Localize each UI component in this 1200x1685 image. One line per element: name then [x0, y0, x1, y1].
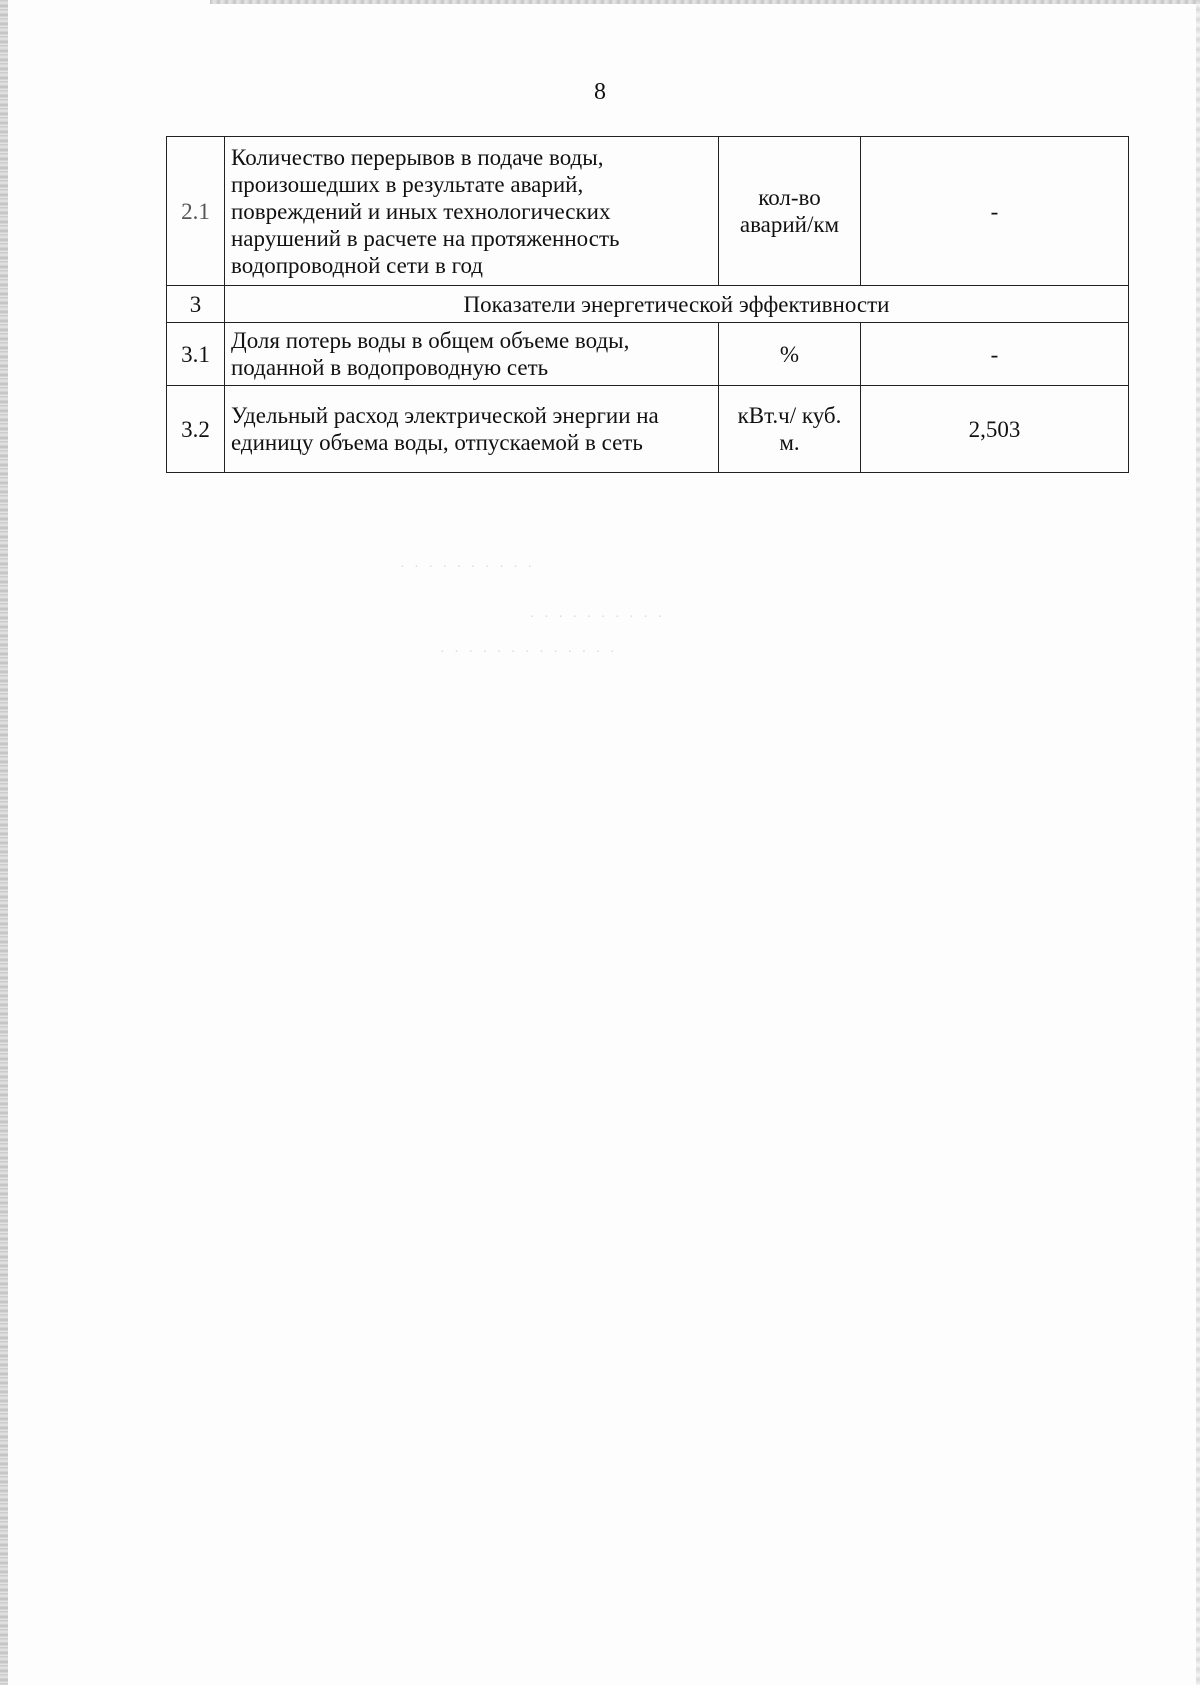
scan-border-left: [0, 0, 8, 1685]
indicator-name: Удельный расход электрической энергии на единицу объема воды, отпускаемой в сеть: [225, 386, 719, 473]
table-section-row: [167, 286, 1129, 323]
indicator-value: 2,503: [861, 386, 1129, 473]
indicator-unit: кол-во аварий/км: [719, 137, 861, 286]
table-row: [167, 323, 1129, 386]
scan-bleed-through: · · · · · · · · · · · · ·: [440, 645, 618, 660]
row-number: 3.2: [167, 386, 225, 473]
table-row: [167, 137, 1129, 286]
indicator-name: Количество перерывов в подаче воды, произошедших в результате аварий, повреждений и иных технологических нарушений в расчете на протяженность водопроводной сети в год: [225, 137, 719, 286]
row-number: 2.1: [167, 137, 225, 286]
indicator-name: Доля потерь воды в общем объеме воды, поданной в водопроводную сеть: [225, 323, 719, 386]
indicator-unit: %: [719, 323, 861, 386]
indicator-value: -: [861, 137, 1129, 286]
section-title: Показатели энергетической эффективности: [225, 286, 1129, 323]
row-number: 3.1: [167, 323, 225, 386]
indicator-value: -: [861, 323, 1129, 386]
scan-bleed-through: · · · · · · · · · ·: [530, 610, 666, 625]
table-row: [167, 386, 1129, 473]
indicators-table: [166, 136, 1129, 473]
scan-border-top: [210, 0, 1200, 4]
row-number: 3: [167, 286, 225, 323]
page-number: 8: [594, 79, 606, 105]
scan-bleed-through: · · · · · · · · · ·: [400, 560, 536, 575]
indicator-unit: кВт.ч/ куб. м.: [719, 386, 861, 473]
scan-border-right: [1196, 0, 1200, 1685]
